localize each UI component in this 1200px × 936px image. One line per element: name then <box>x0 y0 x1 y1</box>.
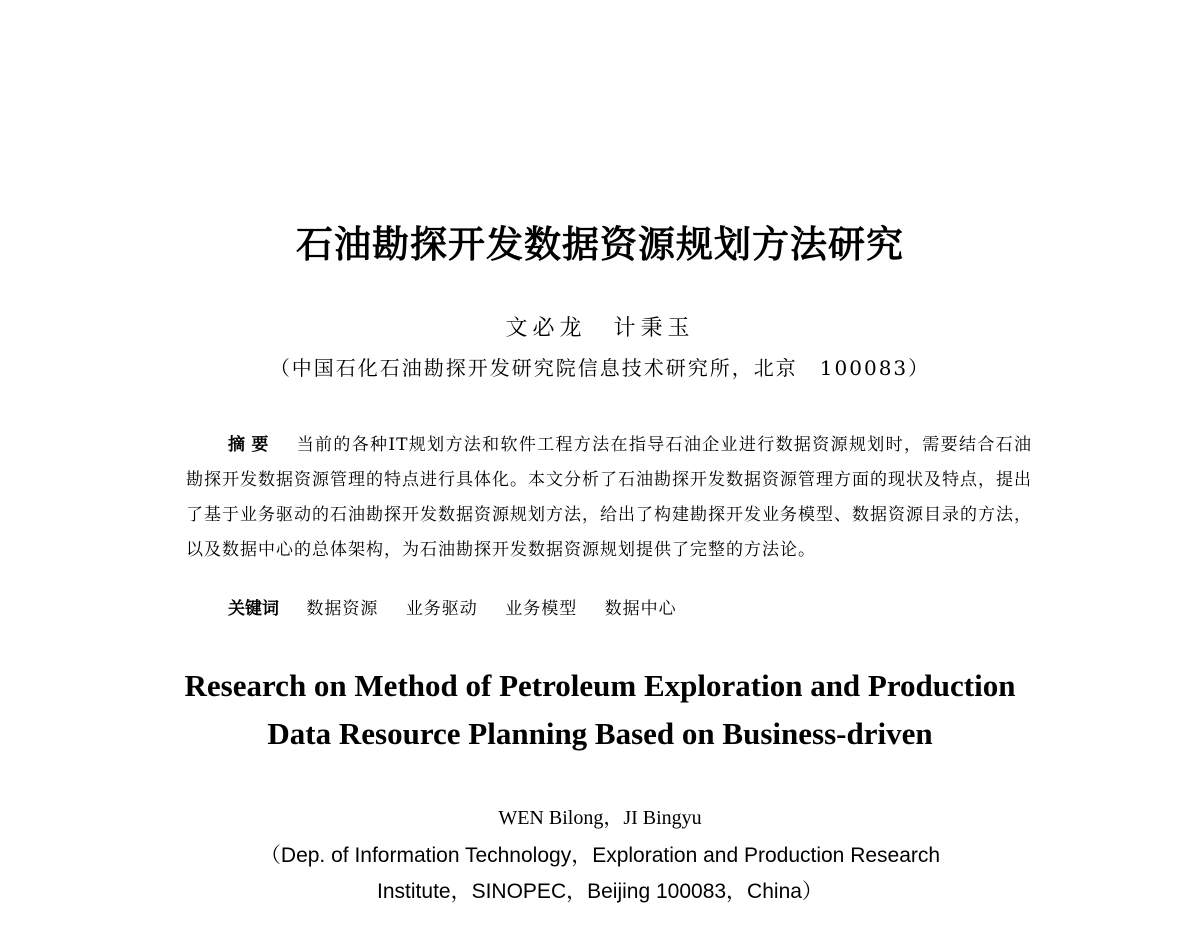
abstract-label: 摘要 <box>228 435 275 455</box>
keyword-item: 业务驱动 <box>405 599 478 619</box>
chinese-affiliation: （中国石化石油勘探开发研究院信息技术研究所，北京 100083） <box>269 356 931 380</box>
english-affiliation-line-1: （Dep. of Information Technology，Exploration and Production Research <box>259 844 941 867</box>
english-title-line-2: Data Resource Planning Based on Business-driven <box>267 716 933 751</box>
english-authors: WEN Bilong，JI Bingyu <box>498 807 702 829</box>
abstract-text: 当前的各种IT规划方法和软件工程方法在指导石油企业进行数据资源规划时，需要结合石油勘探开发数据资源管理的特点进行具体化。本文分析了石油勘探开发数据资源管理方面的现状及特点，提出了基于业务驱动的石油勘探开发数据资源规划方法，给出了构建勘探开发业务模型、数据资源目录的方法，以及数据中心的总体架构，为石油勘探开发数据资源规划提供了完整的方法论。 <box>186 435 1032 560</box>
keywords-block <box>228 594 699 619</box>
abstract-block <box>186 428 1032 568</box>
keyword-item: 业务模型 <box>505 599 578 619</box>
keyword-item: 数据资源 <box>306 599 379 619</box>
keywords-label: 关键词 <box>228 599 279 619</box>
english-affiliation-line-2: Institute，SINOPEC，Beijing 100083，China） <box>377 880 823 903</box>
chinese-authors: 文必龙 计秉玉 <box>505 316 695 341</box>
chinese-title: 石油勘探开发数据资源规划方法研究 <box>296 222 904 266</box>
keyword-item: 数据中心 <box>604 599 677 619</box>
english-title-line-1: Research on Method of Petroleum Exploration and Production <box>184 668 1016 703</box>
